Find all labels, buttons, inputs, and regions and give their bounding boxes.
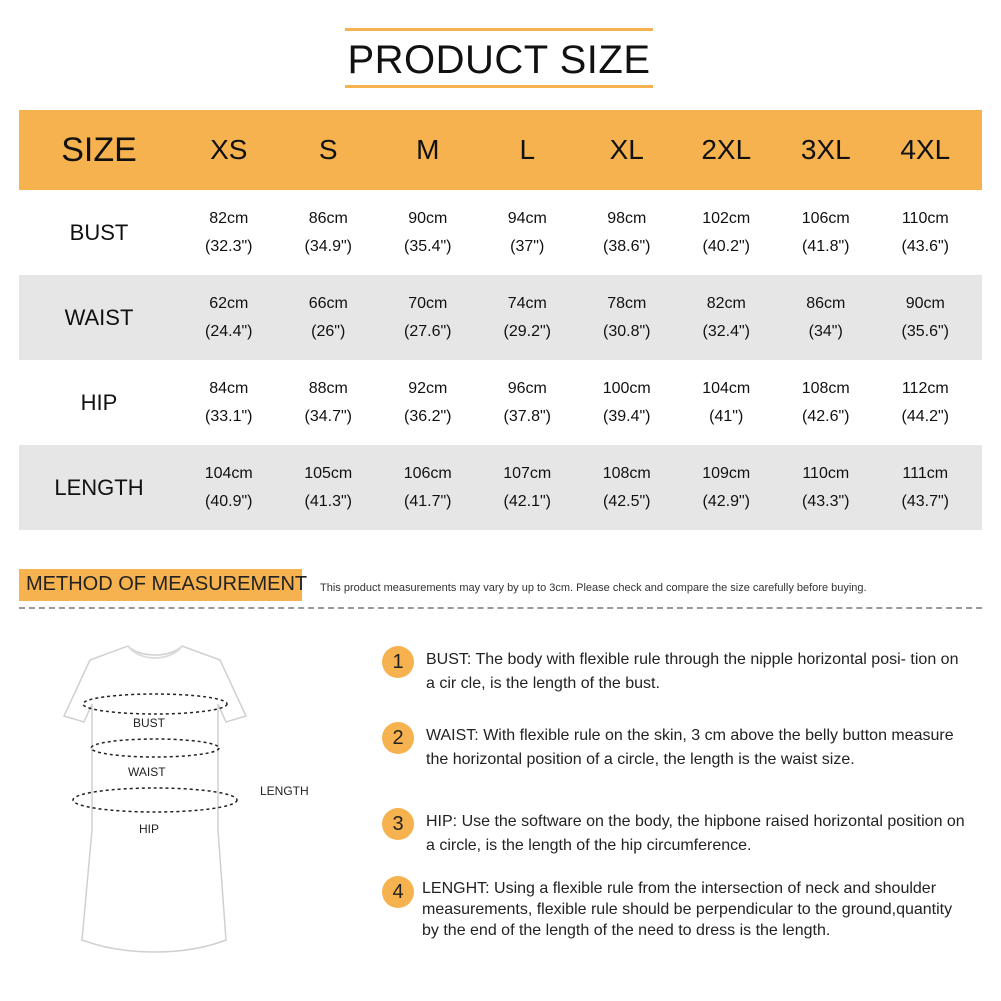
cell-inch-value: (34") <box>808 322 843 340</box>
cell-cm-value: 70cm <box>408 294 448 312</box>
cell-cm-value: 111cm <box>902 464 949 482</box>
cell-inch-value: (32.4") <box>702 322 750 340</box>
table-cell <box>876 463 976 513</box>
cell-cm-value: 98cm <box>607 209 647 227</box>
table-cell <box>378 208 478 258</box>
row-label: HIP <box>80 389 118 415</box>
table-cell <box>876 293 976 343</box>
cell-cm-value: 82cm <box>706 294 746 312</box>
table-cell <box>577 208 677 258</box>
cell-inch-value: (40.2") <box>702 237 750 255</box>
cell-cm-value: 108cm <box>801 379 850 397</box>
cell-cm-value: 78cm <box>607 294 647 312</box>
table-cell <box>478 208 578 258</box>
cell-inch-value: (36.2") <box>404 407 452 425</box>
table-cell <box>577 463 677 513</box>
cell-inch-value: (34.7") <box>304 407 352 425</box>
title-bottom-rule <box>345 85 653 88</box>
table-cell <box>577 378 677 428</box>
row-label: BUST <box>69 219 129 245</box>
table-cell <box>577 293 677 343</box>
dress-illustration <box>40 640 275 960</box>
cell-cm-value: 105cm <box>304 464 353 482</box>
cell-inch-value: (41.3") <box>304 492 352 510</box>
cell-cm-value: 90cm <box>408 209 448 227</box>
cell-inch-value: (26") <box>311 322 346 340</box>
cell-cm-value: 66cm <box>308 294 348 312</box>
size-table-body <box>19 190 982 530</box>
table-cell <box>279 463 379 513</box>
step-number-badge: 1 <box>382 646 414 678</box>
cell-cm-value: 108cm <box>602 464 651 482</box>
row-label: WAIST <box>64 304 134 330</box>
cell-cm-value: 102cm <box>702 209 751 227</box>
cell-inch-value: (33.1") <box>205 407 253 425</box>
cell-cm-value: 104cm <box>204 464 253 482</box>
size-xs: XS <box>210 134 248 165</box>
cell-inch-value: (37") <box>510 237 545 255</box>
step-number-badge: 3 <box>382 808 414 840</box>
size-header-label: SIZE <box>61 130 137 169</box>
table-row-bust <box>19 190 982 275</box>
table-cell <box>179 208 279 258</box>
cell-cm-value: 88cm <box>308 379 348 397</box>
title-top-rule <box>345 28 653 31</box>
cell-inch-value: (41.8") <box>802 237 850 255</box>
cell-cm-value: 94cm <box>507 209 547 227</box>
cell-inch-value: (37.8") <box>503 407 551 425</box>
cell-inch-value: (41.7") <box>404 492 452 510</box>
cell-inch-value: (44.2") <box>901 407 949 425</box>
cell-cm-value: 106cm <box>801 209 850 227</box>
table-cell <box>677 378 777 428</box>
table-cell <box>677 293 777 343</box>
cell-inch-value: (42.5") <box>603 492 651 510</box>
cell-inch-value: (41") <box>709 407 744 425</box>
cell-cm-value: 107cm <box>503 464 552 482</box>
size-table <box>19 110 982 530</box>
table-cell <box>279 208 379 258</box>
cell-inch-value: (40.9") <box>205 492 253 510</box>
cell-cm-value: 100cm <box>602 379 651 397</box>
cell-cm-value: 90cm <box>905 294 945 312</box>
method-note: This product measurements may vary by up to 3cm. Please check and compare the size carefully before buying. <box>320 582 867 594</box>
cell-inch-value: (34.9") <box>304 237 352 255</box>
cell-cm-value: 112cm <box>901 379 949 397</box>
row-label: LENGTH <box>54 474 144 500</box>
cell-cm-value: 86cm <box>308 209 348 227</box>
step-text: BUST: The body with flexible rule through the nipple horizontal posi- tion on a cir cle, is the length of the bust. <box>426 651 959 692</box>
size-s: S <box>318 134 338 165</box>
size-m: M <box>416 134 440 165</box>
table-cell <box>378 378 478 428</box>
cell-cm-value: 96cm <box>507 379 547 397</box>
cell-inch-value: (32.3") <box>205 237 253 255</box>
cell-inch-value: (43.6") <box>901 237 949 255</box>
table-cell <box>478 293 578 343</box>
hip-label: HIP <box>139 822 160 836</box>
table-cell <box>378 463 478 513</box>
length-label: LENGTH <box>260 784 309 798</box>
table-cell <box>876 208 976 258</box>
cell-inch-value: (42.6") <box>802 407 850 425</box>
table-row-hip <box>19 360 982 445</box>
cell-cm-value: 86cm <box>806 294 846 312</box>
waist-label: WAIST <box>128 765 166 779</box>
step-text: LENGHT: Using a flexible rule from the intersection of neck and shoulder measurements, flexible rule should be perpendicular to the ground,quantity by the end of the length of the need to dress is the length. <box>422 880 953 939</box>
cell-inch-value: (30.8") <box>603 322 651 340</box>
cell-inch-value: (38.6") <box>603 237 651 255</box>
table-cell <box>776 293 876 343</box>
table-cell <box>677 208 777 258</box>
table-row-length <box>19 445 982 530</box>
method-title: METHOD OF MEASUREMENT <box>26 573 308 595</box>
table-cell <box>677 463 777 513</box>
cell-inch-value: (24.4") <box>205 322 253 340</box>
cell-cm-value: 109cm <box>702 464 751 482</box>
cell-cm-value: 62cm <box>209 294 249 312</box>
cell-cm-value: 110cm <box>802 464 850 482</box>
cell-cm-value: 74cm <box>507 294 547 312</box>
table-cell <box>179 293 279 343</box>
cell-inch-value: (39.4") <box>603 407 651 425</box>
step-text: HIP: Use the software on the body, the hipbone raised horizontal position on a circle, is the length of the hip circumference. <box>426 813 965 854</box>
table-cell <box>279 293 379 343</box>
table-cell <box>378 293 478 343</box>
bust-label: BUST <box>133 716 166 730</box>
cell-inch-value: (29.2") <box>503 322 551 340</box>
size-4xl: 4XL <box>900 134 951 165</box>
table-cell <box>776 208 876 258</box>
step-text: WAIST: With flexible rule on the skin, 3 cm above the belly button measure the horizontal position of a circle, the length is the waist size. <box>426 727 954 768</box>
cell-cm-value: 84cm <box>209 379 249 397</box>
step-number-badge: 2 <box>382 722 414 754</box>
dashed-divider <box>19 607 982 609</box>
table-cell <box>478 463 578 513</box>
cell-inch-value: (35.4") <box>404 237 452 255</box>
cell-inch-value: (42.9") <box>702 492 750 510</box>
cell-cm-value: 104cm <box>702 379 751 397</box>
table-cell <box>179 463 279 513</box>
step-number-badge: 4 <box>382 876 414 908</box>
table-cell <box>876 378 976 428</box>
cell-cm-value: 110cm <box>901 209 949 227</box>
cell-inch-value: (35.6") <box>901 322 949 340</box>
cell-inch-value: (42.1") <box>503 492 551 510</box>
dress-shape-icon <box>64 646 246 952</box>
cell-inch-value: (27.6") <box>404 322 452 340</box>
cell-cm-value: 106cm <box>403 464 452 482</box>
table-cell <box>776 378 876 428</box>
size-2xl: 2XL <box>701 134 752 165</box>
table-row-waist <box>19 275 982 360</box>
size-xl: XL <box>609 134 644 165</box>
table-cell <box>179 378 279 428</box>
size-l: L <box>519 134 536 165</box>
cell-inch-value: (43.7") <box>901 492 949 510</box>
table-cell <box>279 378 379 428</box>
page-title: PRODUCT SIZE <box>347 38 651 82</box>
product-size-title-block <box>345 28 653 88</box>
cell-inch-value: (43.3") <box>802 492 850 510</box>
size-header-row <box>19 110 982 190</box>
table-cell <box>478 378 578 428</box>
table-cell <box>776 463 876 513</box>
cell-cm-value: 82cm <box>209 209 249 227</box>
cell-cm-value: 92cm <box>408 379 448 397</box>
size-3xl: 3XL <box>800 134 851 165</box>
